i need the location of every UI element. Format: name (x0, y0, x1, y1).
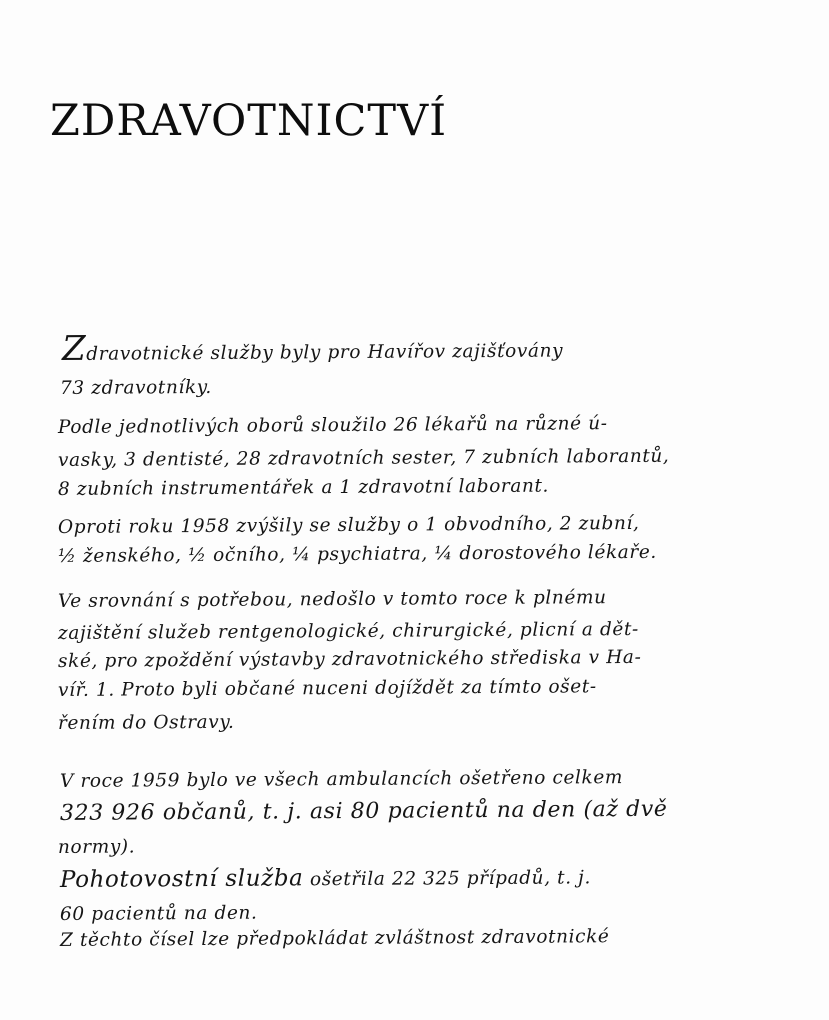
text-line: normy). (57, 836, 136, 858)
text-line (60, 863, 591, 893)
text-span: dravotnické služby byly pro Havířov zajišťovány (86, 340, 564, 365)
text-line: vasky, 3 dentisté, 28 zdravotních sester, 7 zubních laborantů, (57, 445, 670, 471)
text-span: ošetřila 22 325 případů, t. j. (303, 867, 592, 891)
text-span: občanů (162, 799, 248, 826)
text-span: Pohotovostní služba (59, 865, 304, 893)
text-span: , t. j. asi 80 pacientů na den (až dvě (247, 796, 668, 825)
text-line: Oproti roku 1958 zvýšily se služby o 1 obvodního, 2 zubní, (57, 512, 640, 538)
text-line: Z těchto čísel lze předpokládat zvláštnost zdravotnické (59, 926, 610, 951)
text-span: 323 926 (59, 800, 163, 826)
text-line: 60 pacientů na den. (59, 902, 258, 925)
drop-cap: Z (61, 328, 87, 369)
text-line: ské, pro zpoždění výstavby zdravotnického střediska v Ha- (57, 646, 642, 672)
text-line: řením do Ostravy. (57, 711, 235, 734)
text-line: ½ ženského, ½ očního, ¼ psychiatra, ¼ dorostového lékaře. (57, 541, 657, 567)
text-line: Ve srovnání s potřebou, nedošlo v tomto roce k plnému (57, 587, 607, 612)
page-title: ZDRAVOTNICTVÍ (50, 96, 448, 146)
text-line: zajištění služeb rentgenologické, chirurgické, plicní a dět- (57, 618, 639, 644)
text-line (60, 797, 668, 826)
text-line: víř. 1. Proto byli občané nuceni dojíždět za tímto ošet- (57, 676, 597, 701)
text-line: 8 zubních instrumentářek a 1 zdravotní laborant. (57, 475, 550, 500)
text-line: 73 zdravotníky. (59, 376, 212, 399)
text-line: V roce 1959 bylo ve všech ambulancích ošetřeno celkem (59, 767, 624, 792)
text-line: Podle jednotlivých oborů sloužilo 26 lékařů na různé ú- (57, 413, 608, 438)
text-line (61, 328, 564, 369)
